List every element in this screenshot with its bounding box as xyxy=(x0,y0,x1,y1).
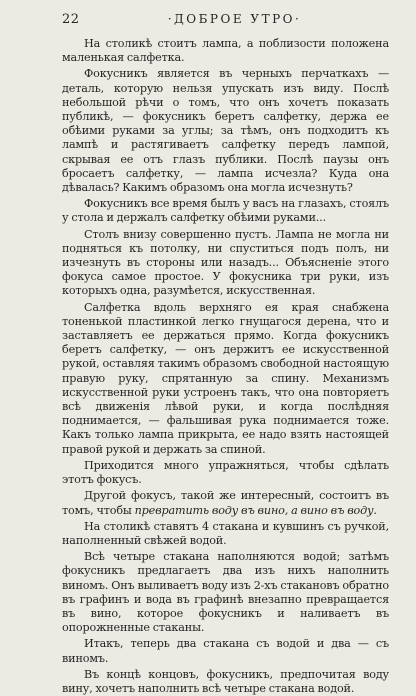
paragraph-explanation: Столъ внизу совершенно пустъ. Лампа не могла ни подняться къ потолку, ни спуститься подъ полъ, ни изчезнуть въ стороны или назадъ... Объясненіе этого фокуса самое простое. У фокусника три руки, изъ которыхъ одна, разумѣется, искусственная. xyxy=(62,227,389,298)
paragraph-finale: Въ концѣ концовъ, фокусникъ, предпочитая воду вину, хочетъ наполнить всѣ четыре стакана водой. xyxy=(62,667,389,695)
paragraph-lamp-trick: Фокусникъ является въ черныхъ перчаткахъ — деталь, которую нельзя упускать изъ виду. Послѣ небольшой рѣчи о томъ, что онъ хочетъ показать публикѣ, — фокусникъ беретъ салфетку, держа ее обѣими руками за углы; за тѣмъ, онъ подходитъ къ лампѣ и растягиваетъ салфетку передъ лампой, скрывая ее отъ глазъ публики. Послѣ паузы онъ бросаетъ салфетку, — лампа исчезла? Куда она дѣвалась? Какимъ образомъ она могла исчезнуть? xyxy=(62,67,389,195)
paragraph-two-and-two: Итакъ, теперь два стакана съ водой и два — съ виномъ. xyxy=(62,637,389,665)
running-title: ·ДОБРОЕ УТРО· xyxy=(167,12,302,26)
page-number: 22 xyxy=(62,12,80,27)
paragraph-glasses-filling: Всѣ четыре стакана наполняются водой; затѣмъ фокусникъ предлагаетъ два изъ нихъ наполнить виномъ. Онъ выливаетъ воду изъ 2-хъ стакановъ обратно въ графинъ и вода въ графинѣ внезапно превращается въ вино, которое фокусникъ и наливаетъ въ опорожненные стаканы. xyxy=(62,550,389,635)
paragraph-napkin-mechanism: Салфетка вдоль верхняго ея края снабжена тоненькой пластинкой легко гнущагося дерена, что и заставляетъ ее держаться прямо. Когда фокусникъ беретъ салфетку, — онъ держитъ ее искусственной рукой, оставляя такимъ образомъ свободной настоящую правую руку, спрятанную за спину. Механизмъ искусственной руки устроенъ такъ, что она повторяетъ всѣ движенія лѣвой руки, и когда послѣдняя поднимается, — фальшивая рука поднимается тоже. Какъ только лампа прикрыта, ее надо взять настоящей правой рукой и держать за спиной. xyxy=(62,300,389,456)
page-header xyxy=(62,10,389,30)
paragraph-practice: Приходится много упражняться, чтобы сдѣлать этотъ фокусъ. xyxy=(62,458,389,487)
paragraph-glasses-setup: На столикѣ ставятъ 4 стакана и кувшинъ съ ручкой, наполненный свѣжей водой. xyxy=(62,519,389,547)
paragraph-water-wine-intro xyxy=(62,489,389,517)
emphasized-trick-title: превратить воду въ вино, а вино въ воду. xyxy=(134,503,377,517)
body-text xyxy=(62,37,389,696)
paragraph-magician-visible: Фокусникъ все время былъ у васъ на глазахъ, стоялъ у стола и держалъ салфетку обѣими руками... xyxy=(62,197,389,225)
paragraph-water-wine-intro-text: Другой фокусъ, такой же интересный, состоитъ въ томъ, чтобы xyxy=(62,489,389,517)
paragraph-lamp-setup: На столикѣ стоитъ лампа, а поблизости положена маленькая салфетка. xyxy=(62,37,389,65)
